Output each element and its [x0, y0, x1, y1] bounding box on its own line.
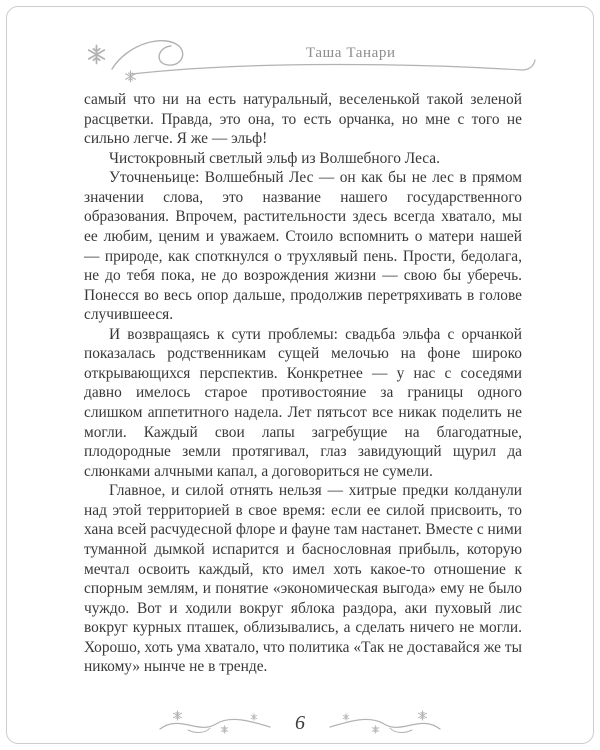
page-body	[84, 90, 522, 677]
footer-left-flourish	[158, 708, 273, 738]
footer-right-flourish	[327, 708, 442, 738]
header-underline-flourish	[132, 60, 535, 74]
snowflake-icon	[221, 726, 228, 734]
snowflake-icon	[173, 711, 181, 720]
paragraph: Чистокровный светлый эльф из Волшебного Леса.	[109, 149, 440, 167]
page-number: 6	[295, 711, 305, 734]
snowflake-icon	[372, 726, 379, 734]
paragraph: Уточненьице: Волшебный Лес — он как бы не лес в прямом значении слова, это название нашего государственного образования. Впрочем, растительности здесь всегда хватало, мы ее любим, ценим и уважаем. Стоило вспомнить о матери нашей — природе, как споткнулся о трухлявый пень. Прости, бедолага, не до тебя пока, не до возрождения жизни — свою бы уберечь. Понесся во весь опор дальше, продолжив перетряхивать в голове случившееся.	[84, 169, 522, 324]
swirl-flourish	[188, 728, 210, 732]
snowflake-icon	[418, 711, 426, 720]
snowflake-icon	[89, 46, 105, 64]
paragraph: И возвращаясь к сути проблемы: свадьба эльфа с орчанкой показалась родственникам сущей мелочью на фоне широко открывающихся перспектив. Конкретнее — у нас с соседями давно имелось старое противостояние за границы одного слишком аппетитного надела. Лет пятьсот все никак поделить не могли. Каждый свои лапы загребущие на благодатные, плодородные земли протягивал, глаз завидующий щурил да слюнками алчными капал, а договориться не сумели.	[84, 325, 522, 480]
snowflake-icon	[251, 714, 257, 721]
snowflake-icon	[126, 71, 136, 82]
swirl-flourish	[112, 41, 183, 69]
paragraph: Главное, и силой отнять нельзя — хитрые предки колданули над этой территорией в свое время: если ее силой присвоить, то хана всей расчудесной флоре и фауне там настанет. Вместе с ними туманной дымкой испарится и баснословная прибыль, которую мечтал освоить каждый, кто имел хоть какое-то отношение к спорным землям, и понятие «экономическая выгода» ему не было чуждо. Вот и ходили вокруг яблока раздора, аки пуховый лис вокруг курных пташек, облизывались, а сделать ничего не могли. Хорошо, хоть ума хватало, что политика «Так не доставайся же ты никому» нынче не в тренде.	[84, 482, 522, 676]
paragraph: самый что ни на есть натуральный, веселенькой такой зеленой расцветки. Правда, это она, то есть орчанка, но мне с того не сильно легче. Я же — эльф!	[84, 91, 522, 148]
snowflake-icon	[343, 714, 349, 721]
page-footer	[0, 708, 600, 738]
swirl-flourish	[160, 719, 270, 729]
swirl-flourish	[390, 728, 412, 732]
author-name: Таша Танари	[306, 45, 396, 61]
swirl-flourish	[330, 719, 440, 729]
